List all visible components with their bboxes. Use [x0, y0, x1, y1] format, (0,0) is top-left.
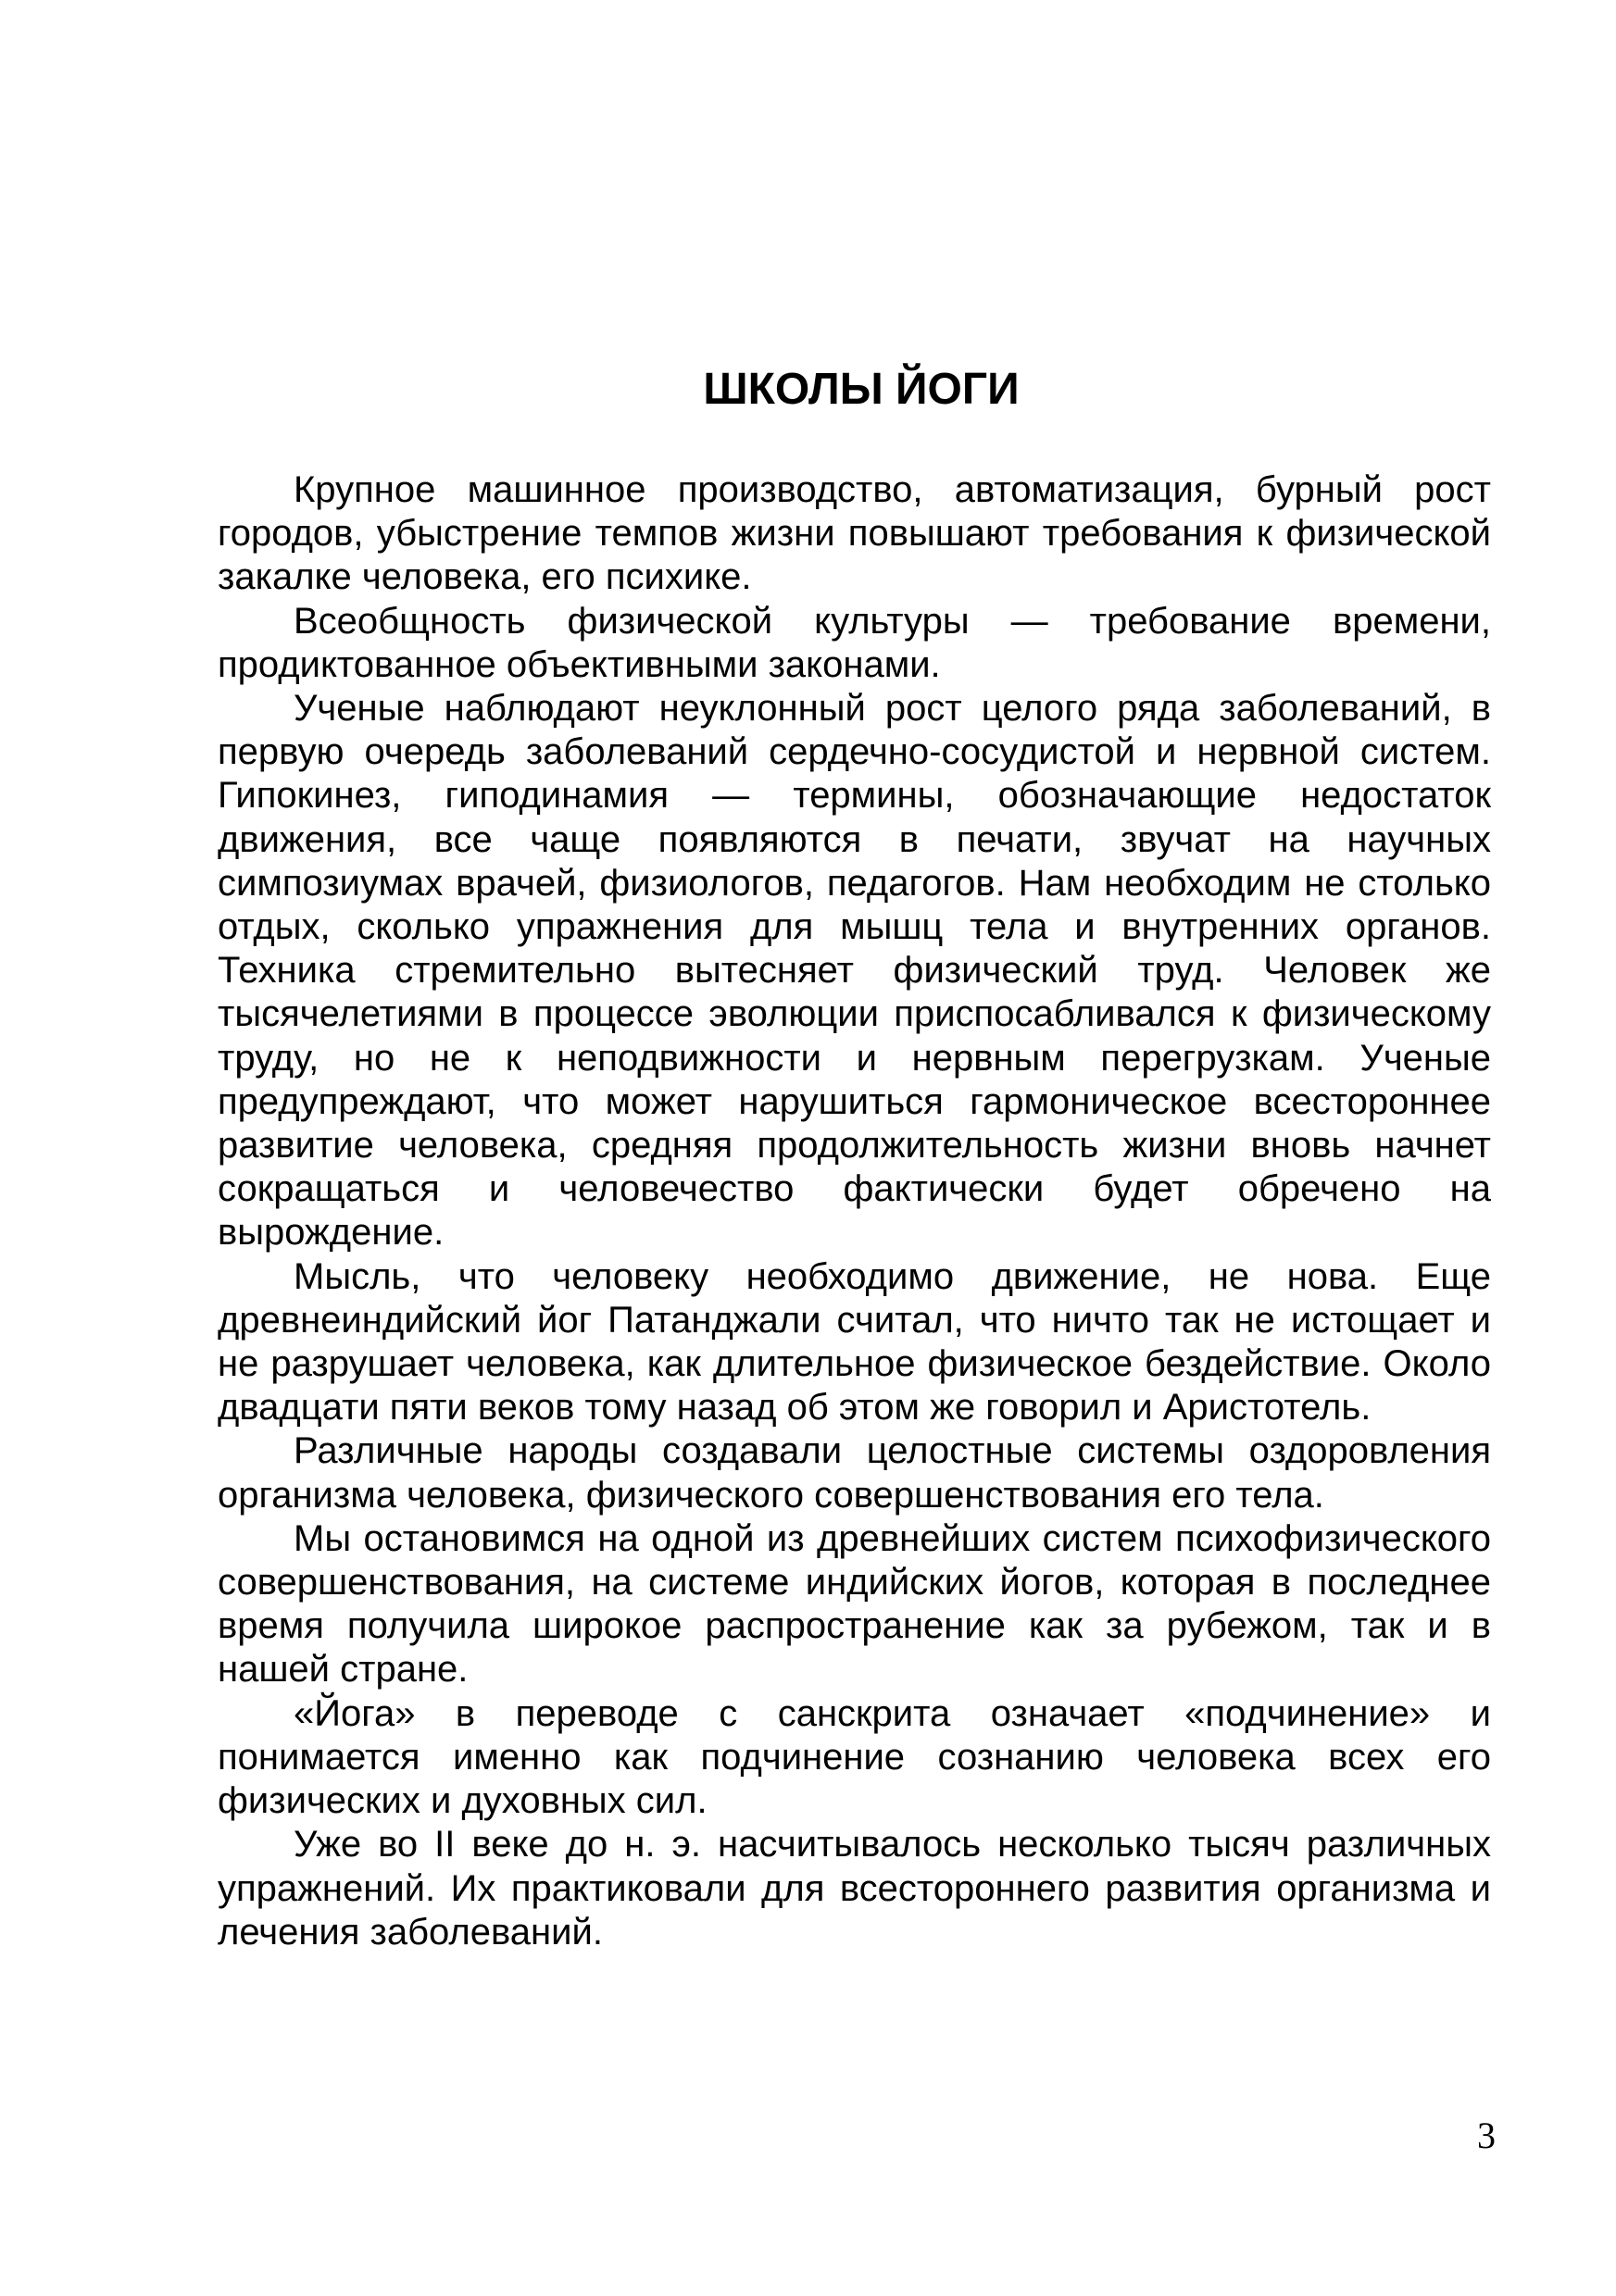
paragraph: Крупное машинное производство, автоматизация, бурный рост городов, убыстрение темпов жизни повышают требования к физической закалке человека, его психике.	[218, 469, 1491, 598]
page-number: 3	[1477, 2115, 1496, 2156]
paragraph: Различные народы создавали целостные системы оздоровления организма человека, физического совершенствования его тела.	[218, 1430, 1491, 1516]
paragraph: Всеобщность физической культуры — требование времени, продиктованное объективными законами.	[218, 600, 1491, 685]
paragraph: Ученые наблюдают неуклонный рост целого ряда заболеваний, в первую очередь заболеваний сердечно-сосудистой и нервной систем. Гипокинез, гиподинамия — термины, обозначающие недостаток движения, все чаще появляются в печати, звучат на научных симпозиумах врачей, физиологов, педагогов. Нам необходим не столько отдых, сколько упражнения для мышц тела и внутренних органов. Техника стремительно вытесняет физический труд. Человек же тысячелетиями в процессе эволюции приспосабливался к физическому труду, но не к неподвижности и нервным перегрузкам. Ученые предупреждают, что может нарушиться гармоническое всестороннее развитие человека, средняя продолжительность жизни вновь начнет сокращаться и человечество фактически будет обречено на вырождение.	[218, 688, 1491, 1254]
body-text	[218, 468, 1491, 1954]
paragraph: Мы остановимся на одной из древнейших систем психофизического совершенствования, на системе индийских йогов, которая в последнее время получила широкое распространение как за рубежом, так и в нашей стране.	[218, 1517, 1491, 1691]
page-title: ШКОЛЫ ЙОГИ	[703, 365, 1020, 414]
paragraph: Мысль, что человеку необходимо движение, не нова. Еще древнеиндийский йог Патанджали считал, что ничто так не истощает и не разрушает человека, как длительное физическое бездействие. Около двадцати пяти веков тому назад об этом же говорил и Аристотель.	[218, 1255, 1491, 1429]
paragraph: «Йога» в переводе с санскрита означает «подчинение» и понимается именно как подчинение сознанию человека всех его физических и духовных сил.	[218, 1692, 1491, 1822]
paragraph: Уже во II веке до н. э. насчитывалось несколько тысяч различных упражнений. Их практиковали для всестороннего развития организма и лечения заболеваний.	[218, 1824, 1491, 1953]
